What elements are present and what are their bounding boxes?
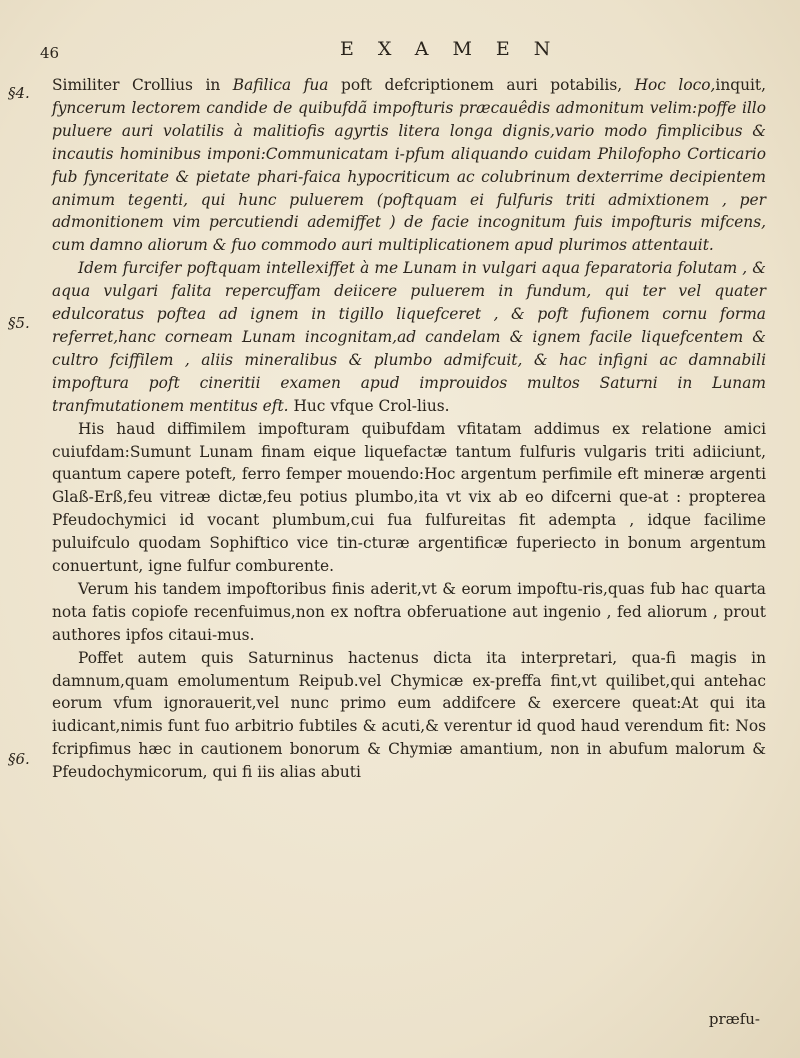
italic-text-segment: fyncerum lectorem candide de quibufdã impofturis præcauêdis admonitum velim:poffe illo puluere auri volatilis à malitiofis agyrtis litera longa dignis,vario modo fimplicibus & incautis hominibus imponi:Communicatam i-pfum aliquando cuidam Philofopho Corticario fub fynceritate & pietate phari-faica hypocriticum ac colubrinum dexterrime decipientem animum tegenti, qui hunc puluerem (poftquam ei fulfuris triti admixtionem , per admonitionem vim percutiendi ademiffet ) de facie incognitum fuis impofturis mifcens, cum damno aliorum & fuo commodo auri multiplicationem apud plurimos attentauit.: [52, 98, 766, 255]
paragraph: [52, 257, 766, 417]
paragraph: [52, 74, 766, 257]
running-head: EXAMEN: [340, 38, 575, 60]
page-number: 46: [40, 44, 60, 62]
margin-note-section-4: §4.: [8, 84, 30, 102]
paragraph: [52, 647, 766, 784]
text-segment: Verum his tandem impoftoribus finis aderit,vt & eorum impoftu-ris,quas fub hac quarta nota fatis copiofe recenfuimus,non ex noftra obferuatione aut ingenio , fed aliorum , prout authores ipfos citaui-mus.: [52, 579, 766, 644]
text-segment: Poffet autem quis Saturninus hactenus dicta ita interpretari, qua-fi magis in damnum,quam emolumentum Reipub.vel Chymicæ ex-preffa fint,vt quilibet,qui antehac eorum vfum ignorauerit,vel nunc primo eum addifcere & exercere queat:At qui ita iudicant,nimis funt fuo arbitrio fubtiles & acuti,& verentur id quod haud verendum fit: Nos fcripfimus hæc in cautionem bonorum & Chymiæ amantium, non in abufum malorum & Pfeudochymicorum, qui fi iis alias abuti: [52, 648, 766, 782]
margin-note-section-5: §5.: [8, 314, 30, 332]
paragraph: [52, 578, 766, 647]
catchword: præfu-: [708, 1010, 760, 1028]
text-segment: poft defcriptionem auri potabilis,: [328, 76, 635, 94]
margin-note-section-6: §6.: [8, 750, 30, 768]
italic-text-segment: Idem furcifer poftquam intellexiffet à me Lunam in vulgari aqua feparatoria folutam , & aqua vulgari falita repercuffam deiicere puluerem in fundum, qui ter vel quater edulcoratus poftea ad ignem in tigillo liquefceret , & poft fufionem cornu forma referret,hanc corneam Lunam incognitam,ad candelam & ignem facile liquefcentem & cultro fciffilem , aliis mineralibus & plumbo admifcuit, & hac infigni ac damnabili impoftura poft cineritii examen apud improuidos multos Saturni in Lunam tranfmutationem mentitus eft.: [52, 259, 766, 415]
text-segment: His haud diffimilem impofturam quibufdam vfitatam addimus ex relatione amici cuiufdam:Sumunt Lunam finam eique liquefactæ tantum fulfuris vulgaris triti adiiciunt, quantum capere poteft, ferro femper mouendo:Hoc argentum perfimile eft mineræ argenti Glaß-Erß,feu vitreæ dictæ,feu potius plumbo,ita vt vix ab eo difcerni que-at : propterea Pfeudochymici id vocant plumbum,cui fua fulfureitas fit adempta , idque facilime puluifculo quodam Sophiftico vice tin-cturæ argentificæ fuperiecto in bonum argentum conuertunt, igne fulfur comburente.: [52, 419, 766, 576]
text-segment: Similiter Crollius in: [52, 76, 233, 94]
body-text: [52, 74, 766, 784]
paragraph: [52, 418, 766, 578]
italic-text-segment: Hoc loco,: [634, 76, 716, 94]
page-header: [40, 38, 770, 68]
text-segment: Huc vfque Crol-lius.: [288, 396, 450, 415]
text-segment: inquit,: [715, 76, 766, 94]
italic-text-segment: Bafilica fua: [232, 76, 329, 94]
